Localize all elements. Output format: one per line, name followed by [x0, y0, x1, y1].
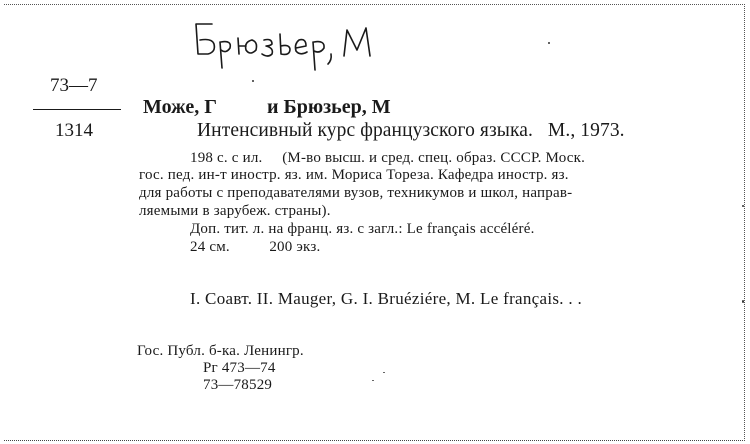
shelf-mark-top: 73—7: [50, 75, 98, 96]
description-line-2: гос. пед. ин-т иностр. яз. им. Мориса Тореза. Кафедра иностр. яз.: [139, 167, 569, 183]
ink-speck: [742, 300, 744, 303]
ink-speck: [252, 80, 254, 82]
ink-speck: [383, 372, 385, 373]
ink-speck: [372, 380, 374, 381]
shelf-mark-divider: [33, 109, 121, 110]
library-code-1: Рг 473—74: [203, 360, 276, 376]
handwritten-note: [192, 16, 407, 76]
library-code-2: 73—78529: [203, 377, 273, 393]
book-title: Интенсивный курс французского языка. М., 1973.: [197, 120, 625, 141]
description-line-4: ляемыми в зарубеж. страны).: [139, 203, 331, 219]
library-name: Гос. Публ. б-ка. Ленингр.: [137, 343, 304, 359]
shelf-mark-bottom: 1314: [55, 120, 93, 141]
tracings: I. Соавт. II. Mauger, G. I. Bruéziére, M. Le français. . .: [190, 289, 583, 308]
size-and-print-run: 24 см. 200 экз.: [190, 239, 321, 255]
description-line-3: для работы с преподавателями вузов, техникумов и школ, направ-: [139, 185, 573, 201]
description-line-1: 198 с. с ил. (М-во высш. и сред. спец. образ. СССР. Моск.: [190, 150, 586, 166]
ink-speck: [548, 42, 550, 44]
parallel-title-note: Доп. тит. л. на франц. яз. с загл.: Le français accéléré.: [190, 221, 535, 237]
ink-speck: [742, 205, 744, 207]
authors-heading: Може, Г и Брюзьер, М: [143, 96, 391, 118]
